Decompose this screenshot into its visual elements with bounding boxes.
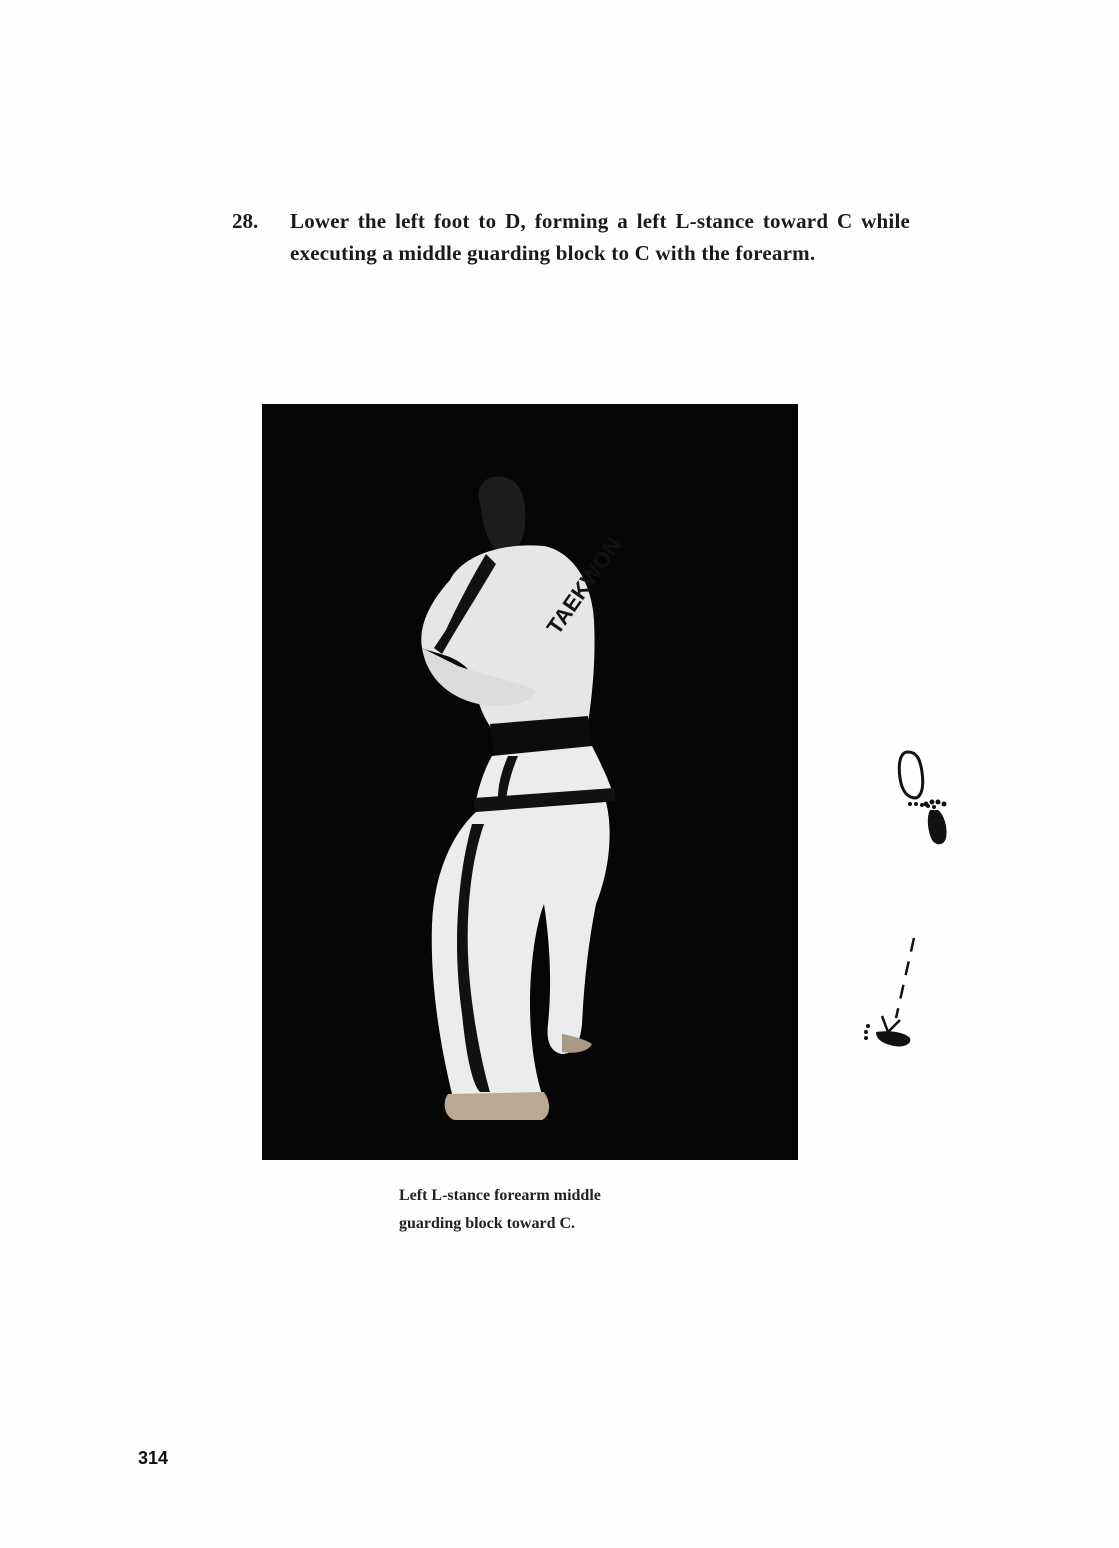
caption-line-2: guarding block toward C.	[399, 1215, 576, 1232]
step-number: 28.	[232, 209, 259, 233]
photo-caption	[399, 1182, 719, 1238]
dashed-arrow-icon	[882, 938, 914, 1032]
svg-text:TAEKWON: TAEKWON	[541, 532, 627, 639]
page-number: 314	[138, 1448, 169, 1468]
martial-artist-photo	[262, 404, 798, 1160]
caption-line-1: Left L-stance forearm middle	[399, 1187, 601, 1204]
footwork-diagram	[850, 740, 960, 1070]
step-text: Lower the left foot to D, forming a left L-stance toward C while executing a middle guarding block to C with the forearm.	[290, 209, 910, 265]
